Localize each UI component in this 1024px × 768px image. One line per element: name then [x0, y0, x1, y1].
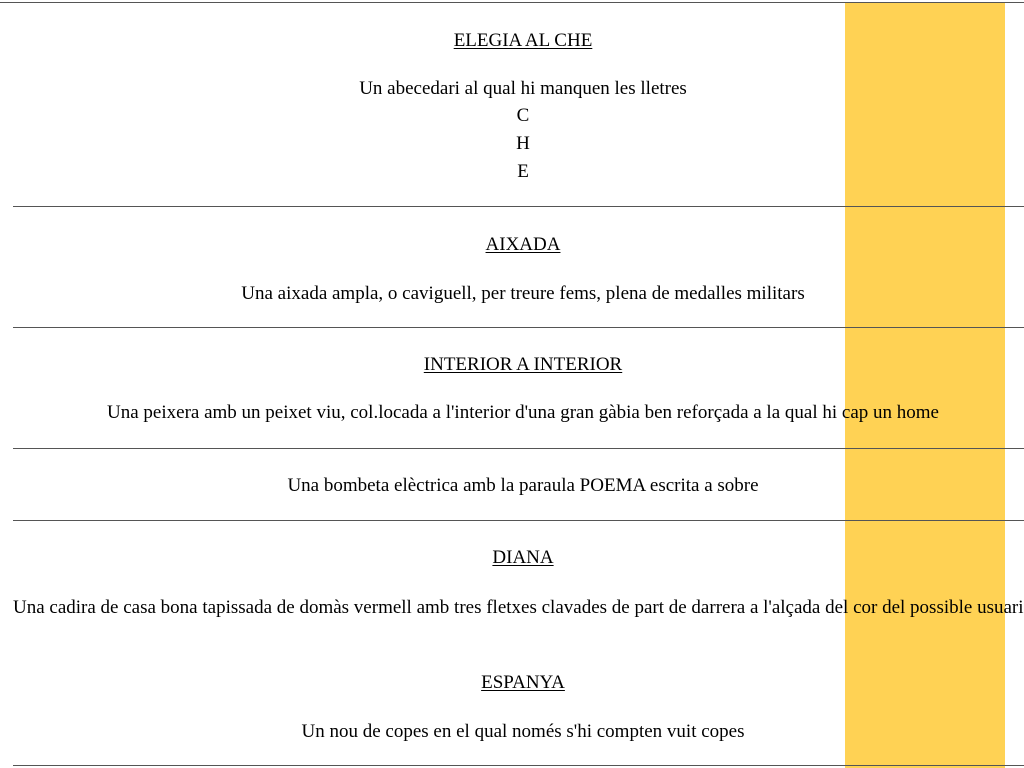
poem-text: Una bombeta elèctrica amb la paraula POEMA escrita a sobre	[287, 475, 759, 496]
poem-text: Una aixada ampla, o caviguell, per treure fems, plena de medalles militars	[241, 283, 805, 304]
poem-text: Un nou de copes en el qual només s'hi compten vuit copes	[301, 721, 745, 742]
divider	[13, 327, 1024, 328]
poem-title: ESPANYA	[481, 672, 565, 693]
divider	[13, 206, 1024, 207]
divider	[13, 448, 1024, 449]
poem-title: AIXADA	[485, 234, 561, 255]
poem-letter: H	[516, 133, 530, 154]
divider	[0, 2, 1024, 3]
poem-text: Una peixera amb un peixet viu, col.locada a l'interior d'una gran gàbia ben reforçada a la qual hi cap un home	[107, 402, 939, 423]
poem-title: INTERIOR A INTERIOR	[423, 354, 623, 375]
poem-text: Un abecedari al qual hi manquen les lletres	[359, 78, 687, 99]
poem-text: Una cadira de casa bona tapissada de domàs vermell amb tres fletxes clavades de part de darrera a l'alçada del cor del possible usuari	[13, 597, 1024, 618]
poem-letter: E	[517, 161, 529, 182]
poem-letter: C	[516, 105, 530, 126]
divider	[13, 520, 1024, 521]
divider	[13, 765, 1024, 766]
poem-title: DIANA	[492, 547, 554, 568]
poem-title: ELEGIA AL CHE	[453, 30, 593, 51]
